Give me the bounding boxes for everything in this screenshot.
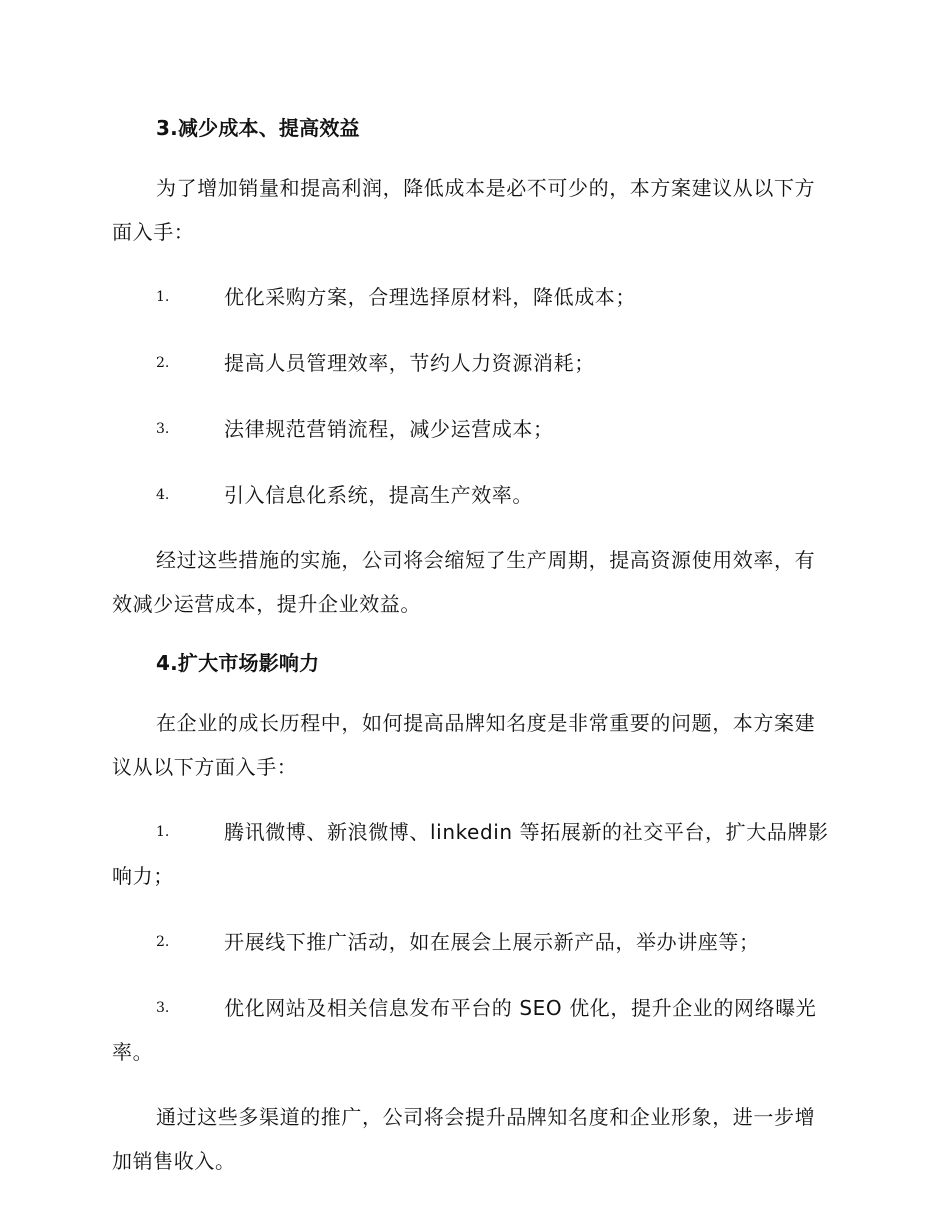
list-item: [112, 341, 830, 385]
list-item-text: 优化采购方案，合理选择原材料，降低成本；: [224, 285, 636, 309]
document-content: [112, 112, 830, 1204]
list-item: [112, 920, 830, 964]
list-item: [112, 473, 830, 517]
list-item-text: 开展线下推广活动，如在展会上展示新产品，举办讲座等；: [224, 930, 760, 954]
list-number: 1.: [156, 289, 170, 305]
list-number: 3.: [156, 1000, 170, 1016]
section-conclusion-market: 通过这些多渠道的推广，公司将会提升品牌知名度和企业形象，进一步增加销售收入。: [112, 1105, 816, 1173]
list-number: 1.: [156, 824, 170, 840]
list-number: 2.: [156, 355, 170, 371]
list-item-text: 优化网站及相关信息发布平台的 SEO 优化，提升企业的网络曝光率。: [112, 996, 817, 1064]
list-number: 3.: [156, 421, 170, 437]
list-item-text: 引入信息化系统，提高生产效率。: [224, 483, 533, 507]
market-measures-list: [112, 810, 830, 1074]
list-item-text: 腾讯微博、新浪微博、linkedin 等拓展新的社交平台，扩大品牌影响力；: [112, 820, 829, 888]
list-item: [112, 986, 830, 1074]
list-item-text: 提高人员管理效率，节约人力资源消耗；: [224, 351, 595, 375]
section-intro-market: 在企业的成长历程中，如何提高品牌知名度是非常重要的问题，本方案建议从以下方面入手：: [112, 711, 816, 779]
cost-measures-list: [112, 275, 830, 517]
list-number: 4.: [156, 487, 170, 503]
list-item: [112, 275, 830, 319]
list-item: [112, 810, 830, 898]
list-item-text: 法律规范营销流程，减少运营成本；: [224, 417, 554, 441]
section-heading-cost: 3.减少成本、提高效益: [156, 116, 360, 140]
list-number: 2.: [156, 934, 170, 950]
section-intro-cost: 为了增加销量和提高利润，降低成本是必不可少的，本方案建议从以下方面入手：: [112, 176, 816, 244]
list-item: [112, 407, 830, 451]
section-conclusion-cost: 经过这些措施的实施，公司将会缩短了生产周期，提高资源使用效率，有效减少运营成本，提升企业效益。: [112, 548, 816, 616]
section-heading-market: 4.扩大市场影响力: [156, 651, 320, 675]
